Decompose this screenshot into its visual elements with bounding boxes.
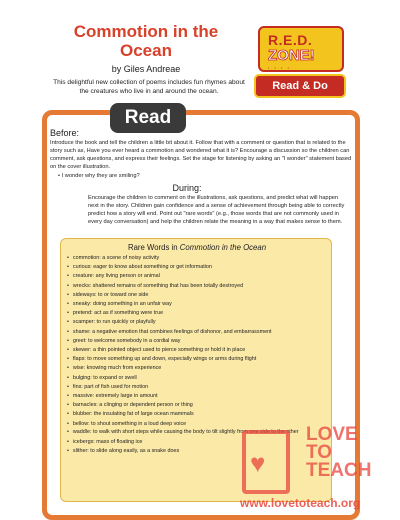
list-item: • curious: eager to know about something or get information	[67, 263, 267, 272]
before-text: Introduce the book and tell the children a little bit about it. Follow that with a comment or question that is related to the story such as, Have you ever heard a commotion and wondered what it is? Encourage a discussion so the children can comment, ask questions, and express their feelings. Set the stage for listening by asking an "I wonder" statement based on the cover illustration.	[50, 140, 352, 170]
logo-read-do: Read & Do	[254, 74, 346, 98]
logo-zone-text: ZONE!	[268, 47, 315, 64]
before-heading: Before:	[50, 128, 80, 138]
logo-badge	[258, 26, 344, 72]
list-item: • flaps: to move something up and down, especially wings or arms during flight	[67, 355, 267, 364]
list-item: • bulging: to expand or swell	[67, 374, 267, 383]
watermark-wordmark	[306, 426, 371, 480]
list-item: • fins: part of fish used for motion	[67, 383, 267, 392]
heart-icon: ♥	[250, 448, 266, 478]
list-item: • skewer: a thin pointed object used to pierce something or hold it in place	[67, 346, 267, 355]
list-item: • icebergs: mass of floating ice	[67, 438, 267, 447]
watermark-url[interactable]: www.lovetoteach.org	[240, 496, 361, 510]
rare-words-heading-prefix: Rare Words in	[127, 243, 180, 252]
list-item: • sideways: to or toward one side	[67, 291, 267, 300]
rare-words-heading	[61, 243, 333, 252]
watermark-line-3: TEACH	[306, 460, 372, 481]
list-item: • greet: to welcome somebody in a cordial way	[67, 337, 267, 346]
during-heading: During:	[172, 183, 202, 193]
author-line: by Giles Andreae	[111, 64, 181, 74]
list-item: • commotion: a scene of noisy activity	[67, 254, 267, 263]
list-item: • waddle: to walk with short steps while causing the body to tilt slightly from one side to the other	[67, 429, 322, 438]
intro-text: This delightful new collection of poems includes fun rhymes about the creatures who live in and around the ocean.	[53, 79, 245, 95]
list-item: • bellow: to shout something in a loud deep voice	[67, 420, 267, 429]
watermark-line-1: LOVE	[306, 424, 358, 445]
list-item: • barnacles: a clinging or dependent person or thing	[67, 401, 267, 410]
watermark-line-2: TO	[306, 442, 333, 463]
logo-dots: • • • •	[268, 65, 291, 70]
red-zone-logo	[254, 26, 346, 106]
love-to-teach-watermark	[236, 420, 396, 516]
list-item: • blubber: the insulating fat of large ocean mammals	[67, 410, 267, 419]
page-title: Commotion in the Ocean	[73, 22, 219, 60]
list-item: • wise: knowing much from experience	[67, 364, 267, 373]
list-item: • wrecks: shattered remains of something that has been totally destroyed	[67, 282, 267, 291]
list-item: • pretend: act as if something were true	[67, 309, 267, 318]
list-item: • shame: a negative emotion that combines feelings of dishonor, and embarrassment	[67, 328, 267, 337]
rare-words-heading-title: Commotion in the Ocean	[179, 243, 267, 252]
list-item: • slither: to slide along easily, as a snake does	[67, 447, 267, 456]
list-item: • massive: extremely large in amount	[67, 392, 267, 401]
logo-red-text: R.E.D.	[268, 32, 313, 48]
during-text: Encourage the children to comment on the illustrations, ask questions, and predict what will happen next in the story. Children gain confidence and a sense of achievement through being able to correctly predict how a story will end. Point out "rare words" (e.g., those words that are not commonly used in every day conversation) and help the children relate the meaning in a way that makes sense to them.	[88, 195, 345, 225]
read-section-tab: Read	[110, 103, 186, 133]
before-bullet: • I wonder why they are smiling?	[58, 173, 140, 179]
list-item: • creature: any living person or animal	[67, 272, 267, 281]
list-item: • scamper: to run quickly or playfully	[67, 318, 267, 327]
list-item: • sneaky: doing something in an unfair way	[67, 300, 267, 309]
